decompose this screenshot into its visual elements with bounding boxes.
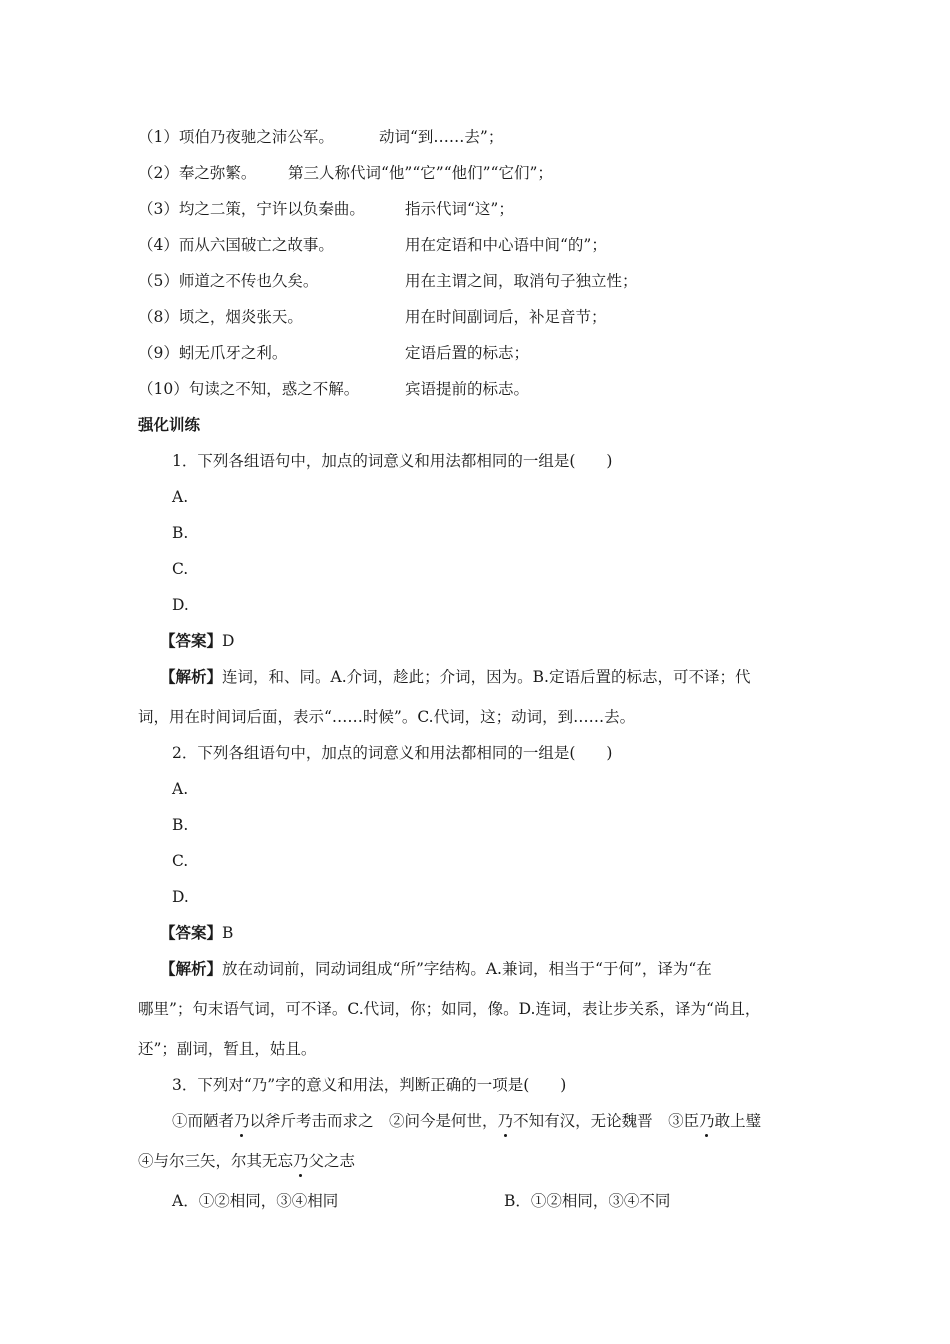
question-1-option-a: A. xyxy=(172,488,189,506)
usage-meaning: 第三人称代词“他”“它”“他们”“它们”； xyxy=(288,164,553,182)
analysis-label: 【解析】 xyxy=(160,667,223,686)
usage-meaning: 用在时间副词后，补足音节； xyxy=(405,308,607,326)
analysis-text: 连词，和、同。A.介词，趁此；介词，因为。B.定语后置的标志，可不译；代 xyxy=(222,668,751,686)
question-3-option-a: A．①②相同，③④相同 xyxy=(172,1192,339,1210)
analysis-text: 放在动词前，同动词组成“所”字结构。A.兼词，相当于“于何”，译为“在 xyxy=(222,960,712,978)
emphasis-char: 乃 xyxy=(699,1112,715,1130)
usage-example: （9）蚓无爪牙之利。 xyxy=(138,344,288,362)
question-2-option-c: C. xyxy=(172,852,189,870)
question-1-stem: 1．下列各组语句中，加点的词意义和用法都相同的一组是( ) xyxy=(172,452,613,470)
question-2-option-b: B. xyxy=(172,816,189,834)
answer-label: 【答案】 xyxy=(160,631,223,650)
emphasis-char: 乃 xyxy=(234,1112,250,1130)
usage-example: （5）师道之不传也久矣。 xyxy=(138,272,319,290)
question-1-answer xyxy=(160,631,234,651)
usage-example: （3）均之二策，宁许以负秦曲。 xyxy=(138,200,365,218)
sentence-text: 父之志 xyxy=(308,1152,356,1170)
usage-example: （1）项伯乃夜驰之沛公军。 xyxy=(138,128,334,146)
question-3-stem: 3．下列对“乃”字的意义和用法，判断正确的一项是( ) xyxy=(172,1076,567,1094)
answer-value: B xyxy=(222,924,234,942)
usage-meaning: 用在主谓之间，取消句子独立性； xyxy=(405,272,638,290)
usage-meaning: 宾语提前的标志。 xyxy=(405,380,530,398)
question-2-analysis xyxy=(160,959,712,979)
question-3-sentences xyxy=(172,1111,761,1131)
sentence-text: 不知有汉，无论魏晋 ③臣 xyxy=(513,1112,700,1130)
emphasis-char: 乃 xyxy=(293,1152,309,1170)
sentence-text: 以斧斤考击而求之 ②问今是何世， xyxy=(249,1112,498,1130)
question-2-analysis-cont: 哪里”；句末语气词，可不译。C.代词，你；如同，像。D.连词，表让步关系，译为“尚且， xyxy=(138,1000,761,1018)
usage-example: （4）而从六国破亡之故事。 xyxy=(138,236,334,254)
answer-value: D xyxy=(222,632,235,650)
question-1-analysis-cont: 词，用在时间词后面，表示“……时候”。C.代词，这；动词，到……去。 xyxy=(138,708,636,726)
question-1-analysis xyxy=(160,667,750,687)
usage-example: （2）奉之弥繁。 xyxy=(138,164,257,182)
question-2-stem: 2．下列各组语句中，加点的词意义和用法都相同的一组是( ) xyxy=(172,744,613,762)
answer-label: 【答案】 xyxy=(160,923,223,942)
usage-meaning: 用在定语和中心语中间“的”； xyxy=(405,236,607,254)
question-1-option-d: D. xyxy=(172,596,189,614)
usage-meaning: 动词“到……去”； xyxy=(379,128,504,146)
question-2-analysis-cont: 还”；副词，暂且，姑且。 xyxy=(138,1040,317,1058)
question-3-sentences-cont xyxy=(138,1151,355,1171)
question-1-option-c: C. xyxy=(172,560,189,578)
analysis-label: 【解析】 xyxy=(160,959,223,978)
sentence-text: ①而陋者 xyxy=(172,1112,235,1130)
usage-example: （8）顷之，烟炎张天。 xyxy=(138,308,303,326)
sentence-text: 敢上璧 xyxy=(714,1112,762,1130)
question-2-option-a: A. xyxy=(172,780,189,798)
question-1-option-b: B. xyxy=(172,524,189,542)
question-3-option-b: B．①②相同，③④不同 xyxy=(504,1192,671,1210)
question-2-answer xyxy=(160,923,233,943)
usage-meaning: 指示代词“这”； xyxy=(405,200,514,218)
question-2-option-d: D. xyxy=(172,888,189,906)
sentence-text: ④与尔三矢，尔其无忘 xyxy=(138,1152,294,1170)
emphasis-char: 乃 xyxy=(497,1112,514,1130)
usage-meaning: 定语后置的标志； xyxy=(405,344,530,362)
usage-example: （10）句读之不知，惑之不解。 xyxy=(138,380,360,398)
section-title: 强化训练 xyxy=(138,416,201,434)
